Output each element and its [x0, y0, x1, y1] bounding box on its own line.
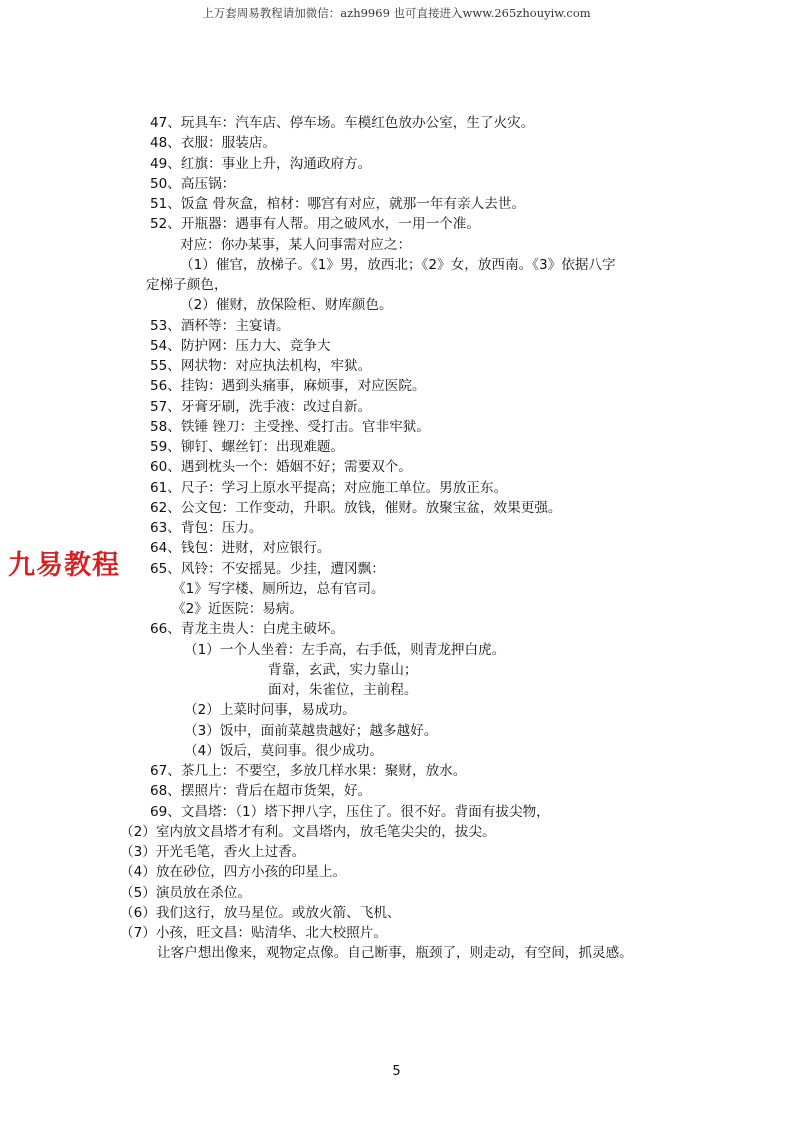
text-line: （1）一个人坐着：左手高，右手低，则青龙押白虎。	[184, 641, 506, 658]
text-line: 57、牙膏牙刷，洗手液：改过自新。	[150, 398, 372, 415]
text-line: （2）催财，放保险柜、财库颜色。	[180, 297, 393, 314]
text-line: 69、文昌塔：（1）塔下押八字，压住了。很不好。背面有拔尖物，	[150, 803, 550, 820]
text-line: 50、高压锅：	[150, 175, 236, 192]
text-line: 背靠，玄武，实力靠山；	[268, 661, 418, 678]
text-line: 58、铁锤 锉刀：主受挫、受打击。官非牢狱。	[150, 418, 430, 435]
text-line: 对应：你办某事，某人问事需对应之：	[180, 236, 412, 253]
text-line: 54、防护网：压力大、竞争大	[150, 337, 331, 354]
text-line: 67、茶几上：不要空，多放几样水果：聚财，放水。	[150, 763, 467, 779]
text-line: 51、饭盒 骨灰盒，棺材：哪宫有对应，就那一年有亲人去世。	[150, 196, 526, 212]
text-line: （7）小孩，旺文昌：贴清华、北大校照片。	[120, 925, 387, 941]
text-line: （4）饭后，莫问事。很少成功。	[184, 742, 383, 759]
text-line: 《1》写字楼、厕所边，总有官司。	[172, 580, 385, 597]
text-line: （1）催官，放梯子。《1》男，放西北；《2》女，放西南。《3》依据八字	[180, 256, 616, 273]
text-line: 66、青龙主贵人：白虎主破坏。	[150, 621, 345, 638]
text-line: 60、遇到枕头一个：婚姻不好；需要双个。	[150, 459, 412, 476]
watermark-logo: 九易教程	[8, 550, 120, 581]
text-line: 定梯子颜色，	[146, 277, 228, 293]
page-header: 上万套周易教程请加微信：azh9969 也可直接进入www.265zhouyiw.com	[202, 6, 591, 20]
text-line: （5）演员放在杀位。	[120, 884, 251, 901]
document-body	[0, 113, 793, 964]
text-line: 59、铆钉、螺丝钉：出现难题。	[150, 439, 345, 455]
text-line: 让客户想出像来，观物定点像。自己断事，瓶颈了，则走动，有空间，抓灵感。	[157, 945, 633, 962]
text-line: 47、玩具车：汽车店、停车场。车模红色放办公室，生了火灾。	[150, 115, 535, 131]
text-line: 49、红旗：事业上升，沟通政府方。	[150, 155, 372, 172]
text-line: 63、背包：压力。	[150, 520, 263, 536]
text-line: （3）饭中，面前菜越贵越好；越多越好。	[184, 722, 438, 739]
text-line: 56、挂钩：遇到头痛事，麻烦事，对应医院。	[150, 378, 426, 395]
text-line: 53、酒杯等：主宴请。	[150, 317, 290, 334]
page-number: 5	[392, 1064, 401, 1079]
text-line: （4）放在砂位，四方小孩的印星上。	[120, 864, 347, 881]
text-line: （3）开光毛笔，香火上过香。	[120, 844, 306, 860]
text-line: 《2》近医院：易病。	[172, 601, 303, 617]
text-line: 62、公文包：工作变动，升职。放钱，催财。放聚宝盆，效果更强。	[150, 499, 562, 516]
text-line: 52、开瓶器：遇事有人帮。用之破风水，一用一个准。	[150, 216, 480, 233]
text-line: （6）我们这行，放马星位。或放火箭、飞机、	[120, 904, 401, 921]
text-line: 65、风铃：不安摇晃。少挂，遭冈飘：	[150, 560, 385, 577]
text-line: 55、网状物：对应执法机构，牢狱。	[150, 358, 372, 374]
text-line: （2）室内放文昌塔才有利。文昌塔内，放毛笔尖尖的，拔尖。	[120, 823, 496, 840]
text-line: （2）上菜时问事，易成功。	[184, 702, 356, 719]
text-line: 64、钱包：进财，对应银行。	[150, 540, 331, 557]
text-line: 48、衣服：服装店。	[150, 135, 277, 152]
text-line: 61、尺子：学习上原水平提高；对应施工单位。男放正东。	[150, 479, 508, 496]
text-line: 面对，朱雀位，主前程。	[268, 682, 418, 698]
text-line: 68、摆照片：背后在超市货架，好。	[150, 783, 372, 800]
